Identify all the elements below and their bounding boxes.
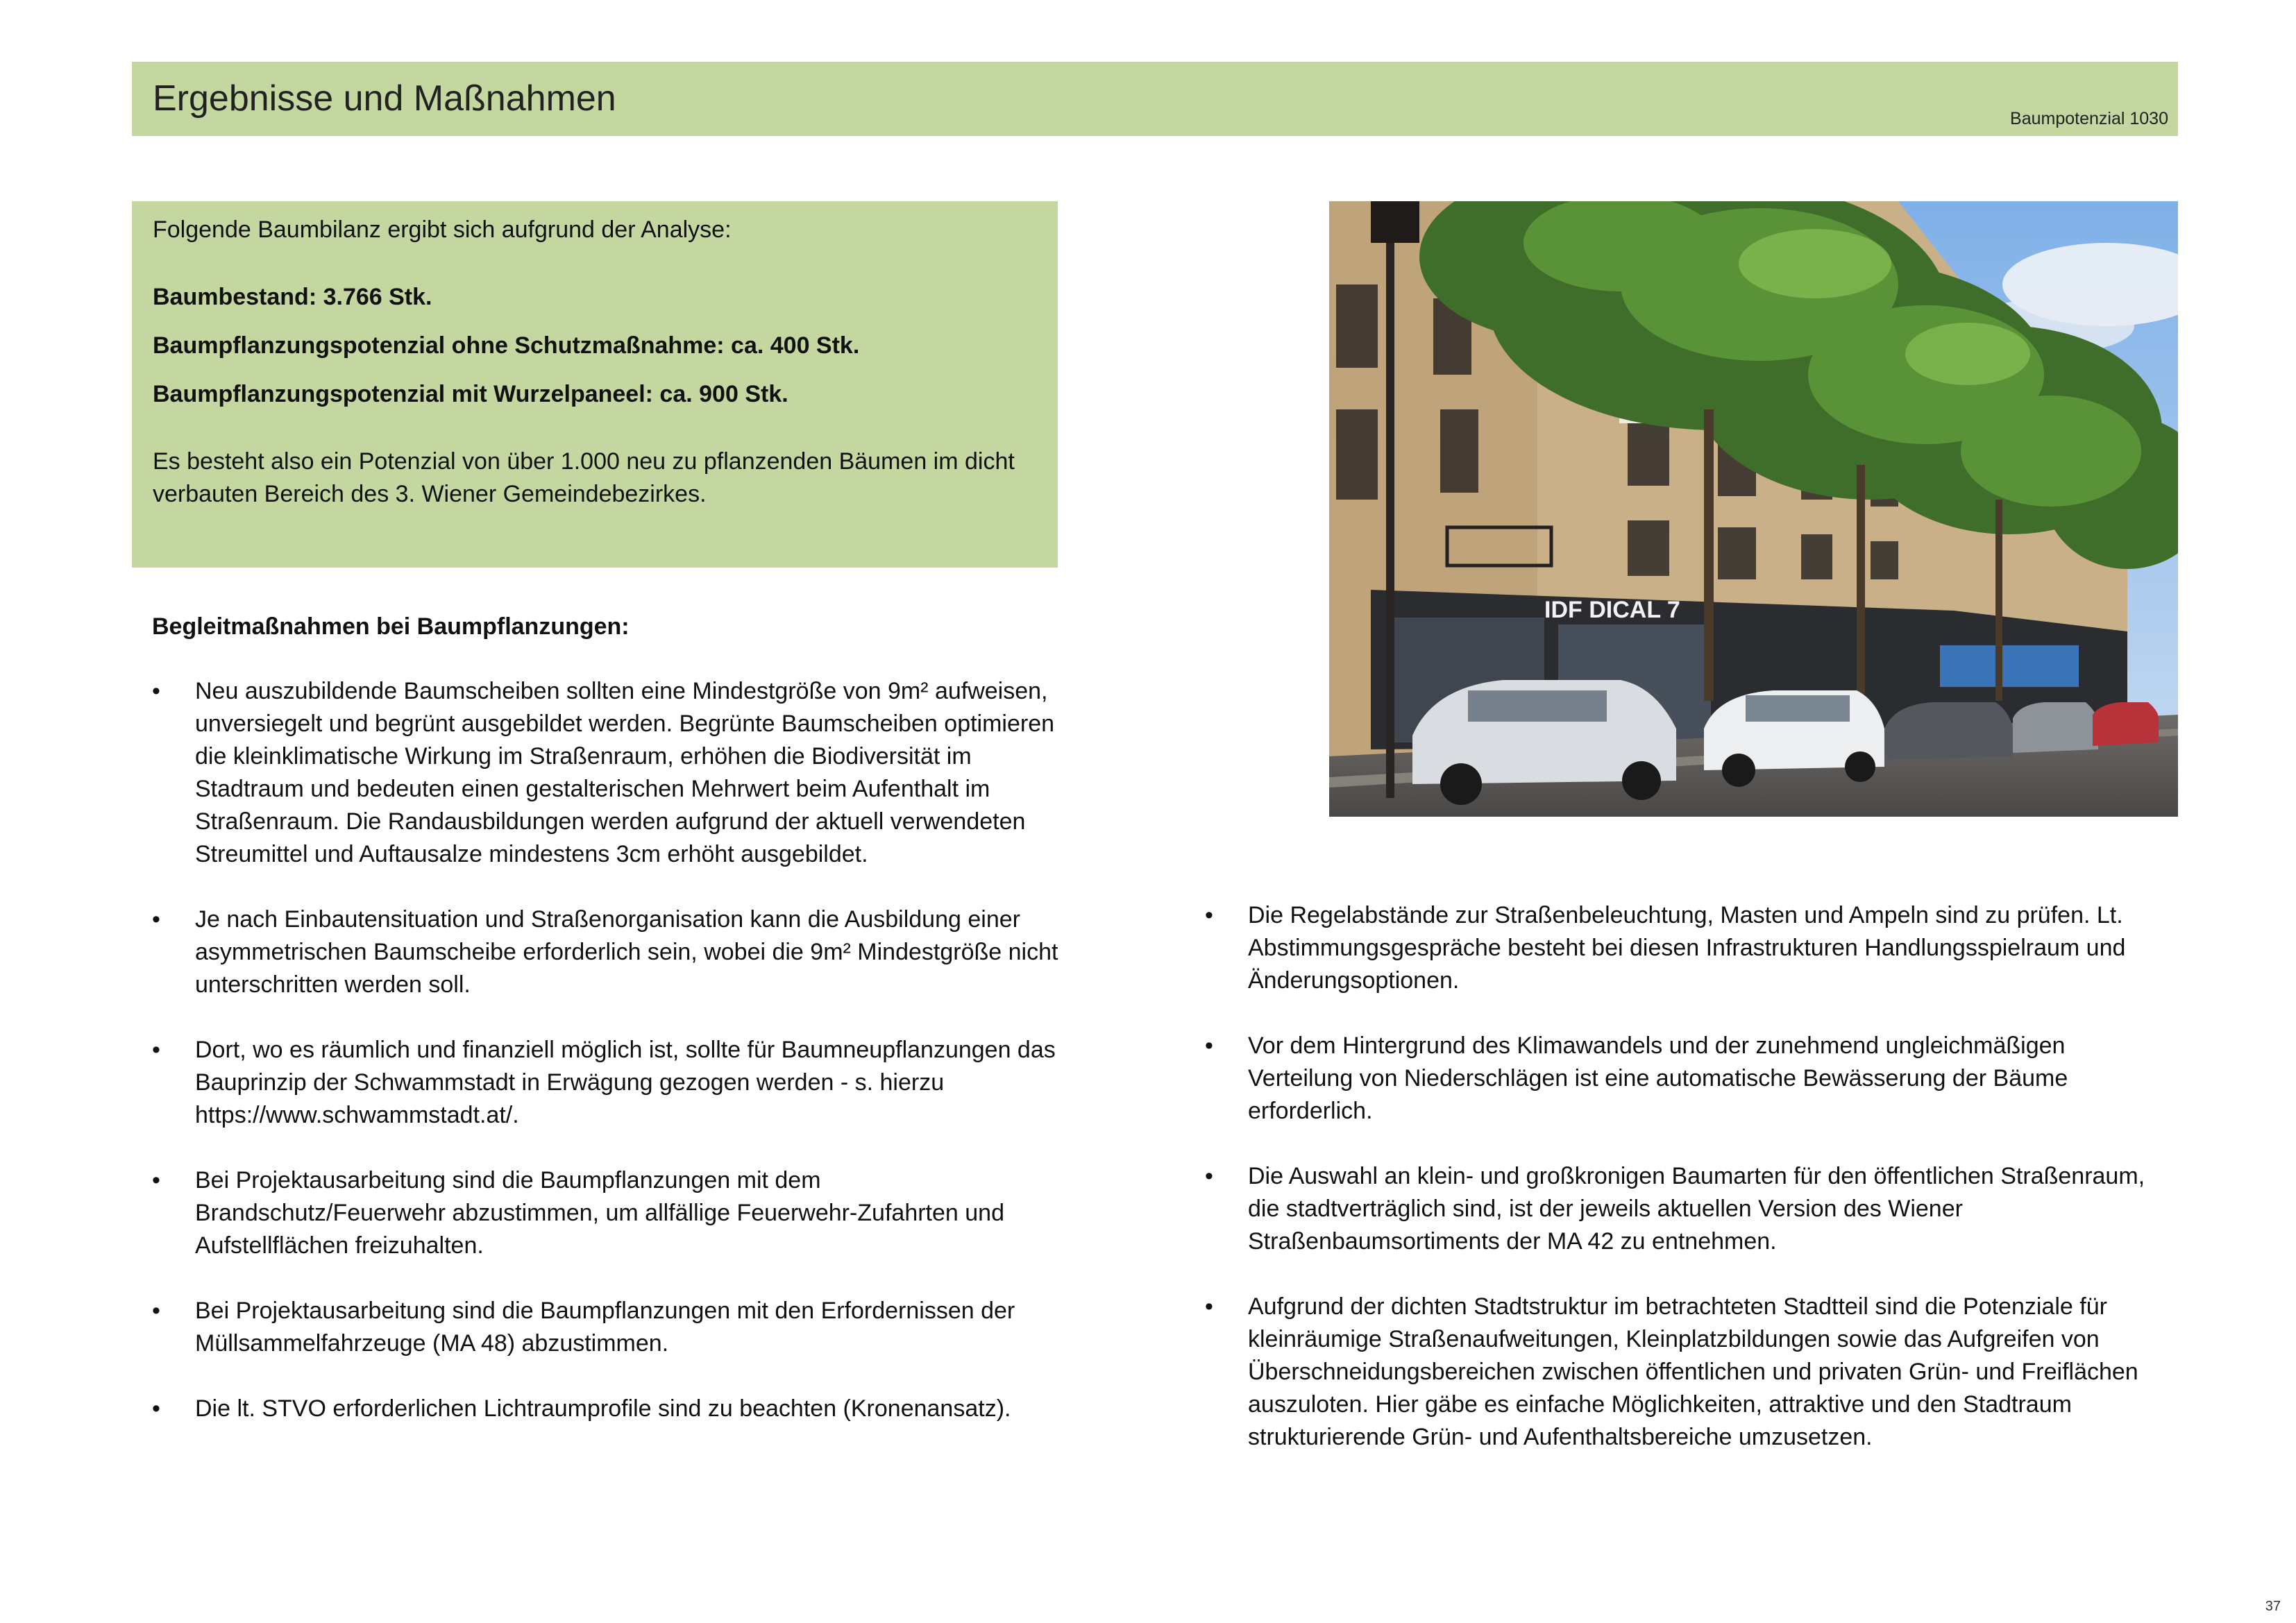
street-photo <box>1329 201 2178 817</box>
summary-potential-with-root-panel: Baumpflanzungspotenzial mit Wurzelpaneel: ca. 900 Stk. <box>153 381 788 407</box>
measure-text: Aufgrund der dichten Stadtstruktur im betrachteten Stadtteil sind die Potenziale für kleinräumige Straßenaufweitungen, Kleinplatzbildungen sowie das Aufgreifen von Überschneidungsbereichen zwischen öffentlichen und privaten Grün- und Freiflächen auszuloten. Hier gäbe es einfache Möglichkeiten, attraktive und den Stadtraum strukturierende Grün- und Aufenthaltsbereiche umzusetzen. <box>1248 1293 2138 1450</box>
bullet-marker: • <box>152 906 160 933</box>
summary-intro: Folgende Baumbilanz ergibt sich aufgrund der Analyse: <box>153 216 732 243</box>
measure-text: Vor dem Hintergrund des Klimawandels und der zunehmend ungleichmäßigen Verteilung von Niederschlägen ist eine automatische Bewässerung der Bäume erforderlich. <box>1248 1033 2068 1124</box>
bullet-marker: • <box>152 1298 160 1324</box>
measure-text: Die Regelabstände zur Straßenbeleuchtung, Masten und Ampeln sind zu prüfen. Lt. Abstimmungsgespräche besteht bei diesen Infrastrukturen Handlungsspielraum und Änderungsoptionen. <box>1248 902 2126 994</box>
page-title: Ergebnisse und Maßnahmen <box>153 78 616 119</box>
bullet-marker: • <box>152 1395 160 1422</box>
measures-left-column <box>152 611 1075 1458</box>
measure-text: Je nach Einbautensituation und Straßenorganisation kann die Ausbildung einer asymmetrischen Baumscheibe erforderlich sein, wobei die 9m² Mindestgröße nicht unterschritten werden soll. <box>195 906 1058 998</box>
bullet-marker: • <box>1205 1033 1213 1059</box>
shopfront-sign: IDF DICAL 7 <box>1544 597 1680 623</box>
summary-potential-without-protection: Baumpflanzungspotenzial ohne Schutzmaßnahme: ca. 400 Stk. <box>153 332 860 359</box>
bullet-marker: • <box>1205 1163 1213 1189</box>
tree-balance-box <box>132 201 1058 568</box>
bullet-marker: • <box>152 1167 160 1193</box>
measure-item <box>152 1164 1075 1262</box>
bullet-marker: • <box>1205 902 1213 928</box>
header-band <box>132 62 2178 136</box>
bullet-marker: • <box>152 678 160 704</box>
document-tag: Baumpotenzial 1030 <box>2010 109 2168 128</box>
measure-text: Die lt. STVO erforderlichen Lichtraumprofile sind zu beachten (Kronenansatz). <box>195 1395 1011 1422</box>
measure-item <box>1205 1291 2157 1454</box>
page-number: 37 <box>2265 1599 2281 1614</box>
measure-item <box>1205 1030 2157 1128</box>
measure-item <box>152 675 1075 871</box>
bullet-marker: • <box>152 1037 160 1063</box>
bullet-marker: • <box>1205 1293 1213 1320</box>
measure-item <box>152 903 1075 1001</box>
measure-text: Dort, wo es räumlich und finanziell möglich ist, sollte für Baumneupflanzungen das Bauprinzip der Schwammstadt in Erwägung gezogen werden - s. hierzu https://www.schwammstadt.at/. <box>195 1037 1056 1128</box>
measure-item <box>152 1034 1075 1132</box>
measure-text: Die Auswahl an klein- und großkronigen Baumarten für den öffentlichen Straßenraum, die stadtverträglich sind, ist der jeweils aktuellen Version des Wiener Straßenbaumsortiments der MA 42 zu entnehmen. <box>1248 1163 2145 1255</box>
measure-text: Bei Projektausarbeitung sind die Baumpflanzungen mit den Erfordernissen der Müllsammelfahrzeuge (MA 48) abzustimmen. <box>195 1298 1015 1357</box>
measures-heading: Begleitmaßnahmen bei Baumpflanzungen: <box>152 613 630 640</box>
measure-item <box>152 1393 1075 1425</box>
summary-tree-stock: Baumbestand: 3.766 Stk. <box>153 284 432 310</box>
measure-item <box>1205 899 2157 997</box>
measures-list-right <box>1205 899 2157 1454</box>
measure-text: Bei Projektausarbeitung sind die Baumpflanzungen mit dem Brandschutz/Feuerwehr abzustimmen, um allfällige Feuerwehr-Zufahrten und Aufstellflächen freizuhalten. <box>195 1167 1004 1259</box>
measures-list-left <box>152 675 1075 1425</box>
measure-item <box>152 1295 1075 1360</box>
summary-conclusion: Es besteht also ein Potenzial von über 1.000 neu zu pflanzenden Bäumen im dicht verbauten Bereich des 3. Wiener Gemeindebezirkes. <box>153 448 1015 507</box>
measures-right-column <box>1205 899 2157 1486</box>
measure-text: Neu auszubildende Baumscheiben sollten eine Mindestgröße von 9m² aufweisen, unversiegelt und begrünt ausgebildet werden. Begrünte Baumscheiben optimieren die kleinklimatische Wirkung im Straßenraum, erhöhen die Biodiversität im Stadtraum und bedeuten einen gestalterischen Mehrwert beim Aufenthalt im Straßenraum. Die Randausbildungen werden aufgrund der aktuell verwendeten Streumittel und Auftausalze mindestens 3cm erhöht ausgebildet. <box>195 678 1055 867</box>
measure-item <box>1205 1160 2157 1258</box>
